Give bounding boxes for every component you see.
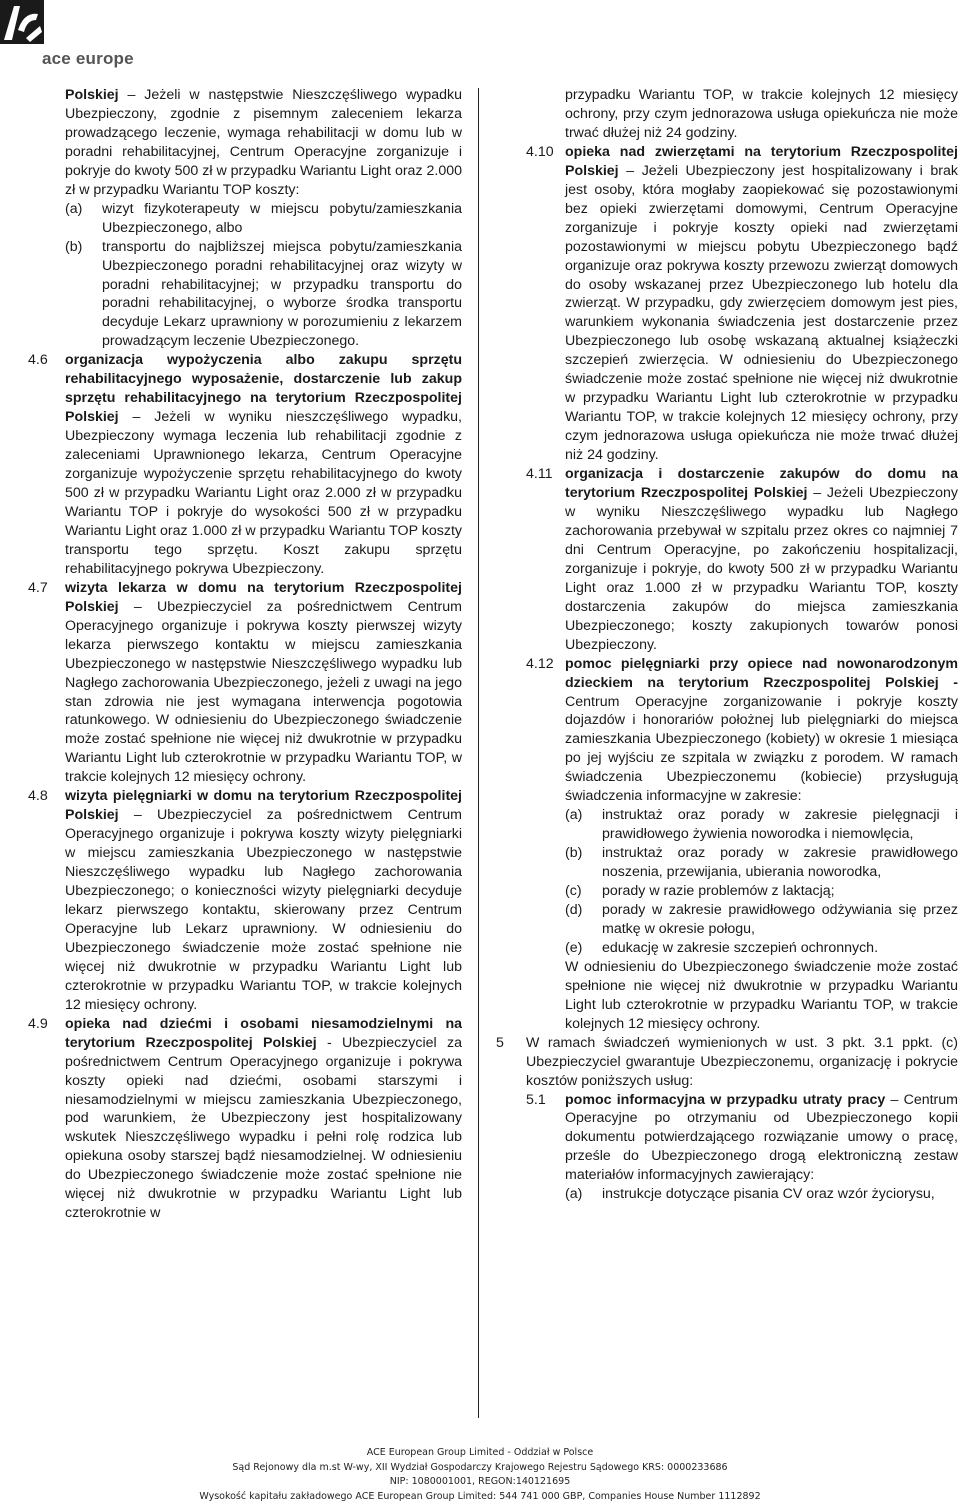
section-4-5-continuation xyxy=(28,86,462,351)
list-item: (b) transportu do najbliższej miejsca pobytu/zamieszkania Ubezpieczonego poradni rehabilitacyjnej oraz wizyty w poradni rehabilitacyjnej; w przypadku transportu do poradni rehabilitacyjnej, o wyborze środka transportu decyduje Lekarz uprawniony w porozumieniu z lekarzem prowadzącym leczenie Ubezpieczonego. xyxy=(65,238,462,352)
section-title: opieka nad dziećmi i osobami niesamodzielnymi na terytorium Rzeczpospolitej Polskiej xyxy=(65,1016,462,1051)
list-item: (b) instruktaż oraz porady w zakresie prawidłowego noszenia, przewijania, ubierania noworodka, xyxy=(565,844,958,882)
section-title: pomoc informacyjna w przypadku utraty pracy xyxy=(565,1092,885,1108)
section-number: 4.9 xyxy=(28,1015,48,1034)
footer-court-registry: Sąd Rejonowy dla m.st W-wy, XII Wydział Gospodarczy Krajowego Rejestru Sądowego KRS: 0000233686 xyxy=(0,1461,960,1476)
section-4-11: 4.11 organizacja i dostarczenie zakupów do domu na terytorium Rzeczpospolitej Polskiej – Jeżeli Ubezpieczony w wyniku Nieszczęśliwego wypadku lub Nagłego zachorowania przebywał w szpitalu przez okres co najmniej 7 dni Centrum Operacyjne, po zakończeniu hospitalizacji, zorganizuje i pokryje, do kwoty 500 zł w przypadku Wariantu Light oraz 1.000 zł w przypadku Wariantu TOP, koszty dostarczenia zakupów do miejsca zamieszkania Ubezpieczonego; koszty zakupionych towarów ponosi Ubezpieczony. xyxy=(496,465,958,655)
section-number: 5 xyxy=(496,1034,504,1053)
list-item: (e) edukację w zakresie szczepień ochronnych. xyxy=(565,939,958,958)
section-number: 4.11 xyxy=(526,465,553,484)
list-item: (a) instrukcje dotyczące pisania CV oraz wzór życiorysu, xyxy=(565,1185,958,1204)
section-4-12: 4.12 pomoc pielęgniarki przy opiece nad nowonarodzonym dzieckiem na terytorium Rzeczpospolitej Polskiej - Centrum Operacyjne zorganizowanie i pokryje koszty dojazdów i honorariów położnej lub pielęgniarki do miejsca zamieszkania Ubezpieczonego (kobiety) w okresie 1 miesiąca po jej wyjściu ze szpitala w związku z porodem. W ramach świadczenia Ubezpieczonemu (kobiecie) przysługują świadczenia informacyjne w zakresie: (a) instruktaż oraz porady w zakresie pielęgnacji i prawidłowego żywienia noworodka i niemowlęcia, (b) instruktaż oraz porady w zakresie prawidłowego noszenia, przewijania, ubierania noworodka, (c) porady w razie problemów z laktacją; (d) porady w zakresie prawidłowego odżywiania się przez matkę w okresie połogu, (e) edukację w zakresie szczepień ochronnych. W odniesieniu do Ubezpieczonego świadczenie może zostać spełnione nie więcej niż dwukrotnie w przypadku Wariantu Light lub czterokrotnie w przypadku Wariantu TOP, w trakcie kolejnych 12 miesięcy ochrony. xyxy=(496,655,958,1034)
list-item: (d) porady w zakresie prawidłowego odżywiania się przez matkę w okresie połogu, xyxy=(565,901,958,939)
page-footer xyxy=(0,1446,960,1504)
section-5: 5 W ramach świadczeń wymienionych w ust. 3 pkt. 3.1 ppkt. (c) Ubezpieczyciel gwarantuje Ubezpieczonemu, organizację i pokrycie kosztów poniższych usług: xyxy=(496,1034,958,1091)
ace-logo-mark xyxy=(0,0,44,44)
section-number: 4.6 xyxy=(28,351,48,370)
list-item: (a) instruktaż oraz porady w zakresie pielęgnacji i prawidłowego żywienia noworodka i niemowlęcia, xyxy=(565,806,958,844)
footer-tax-ids: NIP: 1080001001, REGON:140121695 xyxy=(0,1475,960,1490)
list-item: (a) wizyt fizykoterapeuty w miejscu pobytu/zamieszkania Ubezpieczonego, albo xyxy=(65,200,462,238)
section-number: 5.1 xyxy=(526,1091,546,1110)
section-number: 4.8 xyxy=(28,787,48,806)
section-title: opieka nad zwierzętami na terytorium Rzeczpospolitej Polskiej xyxy=(565,144,958,179)
footer-company: ACE European Group Limited - Oddział w Polsce xyxy=(0,1446,960,1461)
brand-name: ace europe xyxy=(42,49,134,69)
section-4-9: 4.9 opieka nad dziećmi i osobami niesamodzielnymi na terytorium Rzeczpospolitej Polskiej - Ubezpieczyciel za pośrednictwem Centrum Operacyjnego organizuje i pokrywa koszty opieki nad dziećmi, osobami starszymi i niesamodzielnymi w miejscu zamieszkania Ubezpieczonego, pod warunkiem, że Ubezpieczony jest hospitalizowany wskutek Nieszczęśliwego wypadku i pełni rolę rodzica lub opiekuna osoby starszej bądź niesamodzielnej. W odniesieniu do Ubezpieczonego świadczenie może zostać spełnione nie więcej niż dwukrotnie w przypadku Wariantu Light lub czterokrotnie w xyxy=(28,1015,462,1223)
column-divider xyxy=(478,88,479,1418)
section-4-10: 4.10 opieka nad zwierzętami na terytorium Rzeczpospolitej Polskiej – Jeżeli Ubezpieczony jest hospitalizowany i brak jest osoby, która mogłaby zaopiekować się pozostawionymi bez opieki zwierzętami domowymi, Centrum Operacyjne zorganizuje i pokryje koszty opieki nad zwierzętami pozostawionymi w miejscu pobytu Ubezpieczonego bądź organizuje oraz pokrywa koszty przewozu zwierząt domowych do osoby wskazanej przez Ubezpieczonego lub hotelu dla zwierząt. W przypadku, gdy zwierzęciem domowym jest pies, warunkiem wykonania świadczenia jest dostarczenie przez Ubezpieczonego lub osobę wskazaną aktualnej książeczki szczepień zwierzęcia. W odniesieniu do Ubezpieczonego świadczenie może zostać spełnione nie więcej niż dwukrotnie w przypadku Wariantu Light lub czterokrotnie w przypadku Wariantu TOP, w trakcie kolejnych 12 miesięcy ochrony, przy czym jednorazowa usługa opiekuńcza nie może trwać dłużej niż 24 godziny. xyxy=(496,143,958,465)
section-4-8: 4.8 wizyta pielęgniarki w domu na terytorium Rzeczpospolitej Polskiej – Ubezpieczyciel za pośrednictwem Centrum Operacyjnego organizuje i pokrywa koszty wizyty pielęgniarki w miejscu zamieszkania Ubezpieczonego w następstwie Nieszczęśliwego wypadku lub Nagłego zachorowania Ubezpieczonego; o konieczności wizyty pielęgniarki decyduje lekarz pierwszego kontaktu, skierowany przez Centrum Operacyjne lub Lekarz uprawniony. W odniesieniu do Ubezpieczonego świadczenie może zostać spełnione nie więcej niż dwukrotnie w przypadku Wariantu Light lub czterokrotnie w przypadku Wariantu TOP, w trakcie kolejnych 12 miesięcy ochrony. xyxy=(28,787,462,1014)
section-4-6: 4.6 organizacja wypożyczenia albo zakupu sprzętu rehabilitacyjnego wyposażenie, dostarczenie lub zakup sprzętu rehabilitacyjnego na terytorium Rzeczpospolitej Polskiej – Jeżeli w wyniku nieszczęśliwego wypadku, Ubezpieczony wymaga leczenia lub rehabilitacji zgodnie z zaleceniami Uprawnionego lekarza, Centrum Operacyjne zorganizuje wypożyczenie sprzętu rehabilitacyjnego do kwoty 500 zł w przypadku Wariantu Light oraz 2.000 zł w przypadku Wariantu TOP i pokryje do wysokości 500 zł w przypadku Wariantu Light oraz 1.000 zł w przypadku Wariantu TOP koszty transportu tego sprzętu. Koszt zakupu sprzętu rehabilitacyjnego pokrywa Ubezpieczony. xyxy=(28,351,462,578)
section-number: 4.12 xyxy=(526,655,554,674)
section-5-1: 5.1 pomoc informacyjna w przypadku utraty pracy – Centrum Operacyjne po otrzymaniu od Ubezpieczonego kopii dokumentu potwierdzającego rozwiązanie umowy o pracę, prześle do Ubezpieczonego drogą elektroniczną zestaw materiałów informacyjnych zawierający: (a) instrukcje dotyczące pisania CV oraz wzór życiorysu, xyxy=(496,1091,958,1205)
section-4-7: 4.7 wizyta lekarza w domu na terytorium Rzeczpospolitej Polskiej – Ubezpieczyciel za pośrednictwem Centrum Operacyjnego organizuje i pokrywa koszty pierwszej wizyty lekarza pierwszego kontaktu w miejscu zamieszkania Ubezpieczonego w następstwie Nieszczęśliwego wypadku lub Nagłego zachorowania Ubezpieczonego, jeżeli z uwagi na jego stan zdrowia nie jest wymagana interwencja pogotowia ratunkowego. W odniesieniu do Ubezpieczonego świadczenie może zostać spełnione nie więcej niż dwukrotnie w przypadku Wariantu Light lub czterokrotnie w przypadku Wariantu TOP, w trakcie kolejnych 12 miesięcy ochrony. xyxy=(28,579,462,787)
section-4-9-continuation: przypadku Wariantu TOP, w trakcie kolejnych 12 miesięcy ochrony, przy czym jednorazowa usługa opiekuńcza nie może trwać dłużej niż 24 godziny. xyxy=(496,86,958,143)
section-number: 4.7 xyxy=(28,579,48,598)
right-column xyxy=(496,86,958,1204)
intro-text: – Jeżeli w następstwie Nieszczęśliwego wypadku Ubezpieczony, zgodnie z pisemnym zaleceniem lekarza prowadzącego leczenie, wymaga rehabilitacji w domu lub w poradni rehabilitacyjnej, Centrum Operacyjne zorganizuje i pokryje do kwoty 500 zł w przypadku Wariantu Light oraz 2.000 zł w przypadku Wariantu TOP koszty: xyxy=(65,87,462,198)
section-title: wizyta lekarza w domu na terytorium Rzeczpospolitej Polskiej xyxy=(65,580,462,615)
section-title: pomoc pielęgniarki przy opiece nad nowonarodzonym dzieckiem na terytorium Rzeczpospolitej Polskiej - xyxy=(565,656,958,691)
footer-share-capital: Wysokość kapitału zakładowego ACE European Group Limited: 544 741 000 GBP, Companies House Number 1112892 xyxy=(0,1490,960,1504)
left-column xyxy=(28,86,462,1223)
section-title: wizyta pielęgniarki w domu na terytorium Rzeczpospolitej Polskiej xyxy=(65,788,462,823)
intro-bold: Polskiej xyxy=(65,87,119,103)
section-title: organizacja i dostarczenie zakupów do domu na terytorium Rzeczpospolitej Polskiej xyxy=(565,466,958,501)
section-number: 4.10 xyxy=(526,143,554,162)
list-item: (c) porady w razie problemów z laktacją; xyxy=(565,882,958,901)
section-title: organizacja wypożyczenia albo zakupu sprzętu rehabilitacyjnego wyposażenie, dostarczenie lub zakup sprzętu rehabilitacyjnego na terytorium Rzeczpospolitej Polskiej xyxy=(65,352,462,425)
